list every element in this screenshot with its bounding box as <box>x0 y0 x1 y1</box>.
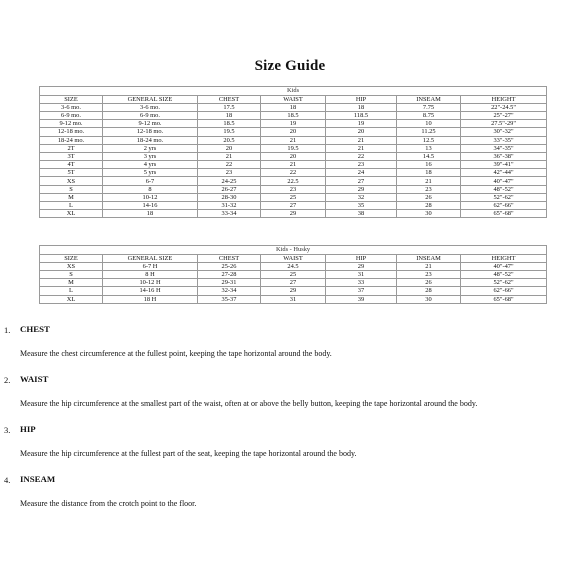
table-cell: 29 <box>261 210 326 218</box>
table-cell: 21 <box>198 152 261 160</box>
table-cell: 48"-52" <box>461 185 547 193</box>
table-cell: 18-24 mo. <box>40 136 103 144</box>
table-cell: 28 <box>397 202 461 210</box>
table-cell: 31-32 <box>198 202 261 210</box>
table-cell: 52"-62" <box>461 193 547 201</box>
table-caption-row <box>40 87 547 96</box>
table-cell: 27 <box>261 202 326 210</box>
table-row <box>40 279 547 287</box>
table-cell: 12.5 <box>397 136 461 144</box>
table-cell: 62"-66" <box>461 202 547 210</box>
table-cell: 39"-41" <box>461 161 547 169</box>
instruction-number: 3. <box>4 425 11 435</box>
table-cell: 18 <box>397 169 461 177</box>
table-cell: 2 yrs <box>103 144 198 152</box>
kids-size-table <box>39 86 547 218</box>
table-cell: 23 <box>198 169 261 177</box>
table-cell: 14-16 H <box>103 287 198 295</box>
table-cell: S <box>40 270 103 278</box>
table-cell: 3-6 mo. <box>103 103 198 111</box>
table-row <box>40 193 547 201</box>
table-row <box>40 169 547 177</box>
table-cell: L <box>40 287 103 295</box>
table-cell: 26-27 <box>198 185 261 193</box>
table-cell: 19 <box>326 120 397 128</box>
table-cell: 27.5"-29" <box>461 120 547 128</box>
table-cell: 32 <box>326 193 397 201</box>
table-row <box>40 185 547 193</box>
table-cell: XL <box>40 210 103 218</box>
table-cell: 40"-47" <box>461 262 547 270</box>
table-row <box>40 295 547 303</box>
table-cell: 22"-24.5" <box>461 103 547 111</box>
table-cell: 42"-44" <box>461 169 547 177</box>
instruction-text: Measure the distance from the crotch point to the floor. <box>20 499 197 508</box>
column-header: CHEST <box>198 95 261 103</box>
table-cell: XL <box>40 295 103 303</box>
table-cell: 27 <box>326 177 397 185</box>
table-cell: 9-12 mo. <box>103 120 198 128</box>
table-cell: 30 <box>397 295 461 303</box>
table-row <box>40 136 547 144</box>
table-cell: 31 <box>326 270 397 278</box>
table-cell: 30 <box>397 210 461 218</box>
table-cell: 3-6 mo. <box>40 103 103 111</box>
column-header: SIZE <box>40 95 103 103</box>
table-row <box>40 120 547 128</box>
table-caption: Kids - Husky <box>40 246 547 255</box>
table-cell: 29-31 <box>198 279 261 287</box>
table-cell: 10 <box>397 120 461 128</box>
table-cell: 35 <box>326 202 397 210</box>
table-cell: XS <box>40 262 103 270</box>
table-cell: 25-26 <box>198 262 261 270</box>
table-cell: 12-18 mo. <box>103 128 198 136</box>
table-row <box>40 177 547 185</box>
table-cell: 33"-35" <box>461 136 547 144</box>
table-cell: 23 <box>326 161 397 169</box>
table-cell: 19.5 <box>198 128 261 136</box>
table-cell: 6-9 mo. <box>103 111 198 119</box>
table-cell: 37 <box>326 287 397 295</box>
table-cell: 29 <box>261 287 326 295</box>
table-cell: 33 <box>326 279 397 287</box>
table-cell: 16 <box>397 161 461 169</box>
table-cell: 38 <box>326 210 397 218</box>
table-cell: 18 H <box>103 295 198 303</box>
table-cell: 18 <box>326 103 397 111</box>
table-cell: 23 <box>397 270 461 278</box>
table-cell: XS <box>40 177 103 185</box>
table-cell: 6-7 <box>103 177 198 185</box>
instruction-text: Measure the chest circumference at the fullest point, keeping the tape horizontal around the body. <box>20 349 332 358</box>
table-caption-row <box>40 246 547 255</box>
table-cell: 2T <box>40 144 103 152</box>
table-cell: 11.25 <box>397 128 461 136</box>
table-row <box>40 262 547 270</box>
table-row <box>40 287 547 295</box>
table-cell: 48"-52" <box>461 270 547 278</box>
table-cell: 25 <box>261 193 326 201</box>
table-row <box>40 128 547 136</box>
table-row <box>40 144 547 152</box>
table-cell: 22 <box>198 161 261 169</box>
table-cell: 20 <box>198 144 261 152</box>
table-cell: 22 <box>326 152 397 160</box>
table-cell: 19 <box>261 120 326 128</box>
instruction-number: 2. <box>4 375 11 385</box>
table-cell: 24.5 <box>261 262 326 270</box>
table-cell: 14.5 <box>397 152 461 160</box>
table-cell: 24-25 <box>198 177 261 185</box>
table-cell: 40"-47" <box>461 177 547 185</box>
table-cell: 65"-68" <box>461 210 547 218</box>
table-cell: 20 <box>261 152 326 160</box>
table-cell: 18.5 <box>261 111 326 119</box>
table-cell: 19.5 <box>261 144 326 152</box>
column-header: HEIGHT <box>461 254 547 262</box>
column-header: GENERAL SIZE <box>103 254 198 262</box>
table-row <box>40 161 547 169</box>
table-cell: 8.75 <box>397 111 461 119</box>
husky-size-table <box>39 245 547 304</box>
table-cell: 28-30 <box>198 193 261 201</box>
table-cell: 4 yrs <box>103 161 198 169</box>
table-cell: 62"-66" <box>461 287 547 295</box>
table-cell: 65"-68" <box>461 295 547 303</box>
table-cell: 52"-62" <box>461 279 547 287</box>
table-header-row <box>40 254 547 262</box>
table-cell: L <box>40 202 103 210</box>
column-header: HIP <box>326 254 397 262</box>
column-header: CHEST <box>198 254 261 262</box>
page-title: Size Guide <box>254 58 326 74</box>
table-cell: 22.5 <box>261 177 326 185</box>
table-cell: 13 <box>397 144 461 152</box>
table-cell: 26 <box>397 193 461 201</box>
table-cell: 3T <box>40 152 103 160</box>
table-cell: 34"-35" <box>461 144 547 152</box>
table-row <box>40 270 547 278</box>
column-header: GENERAL SIZE <box>103 95 198 103</box>
table-cell: 31 <box>261 295 326 303</box>
table-cell: 20 <box>261 128 326 136</box>
table-row <box>40 111 547 119</box>
column-header: WAIST <box>261 95 326 103</box>
table-cell: 18 <box>103 210 198 218</box>
table-cell: 18 <box>261 103 326 111</box>
table-cell: 17.5 <box>198 103 261 111</box>
instruction-heading: HIP <box>20 424 36 434</box>
table-cell: 28 <box>397 287 461 295</box>
table-cell: 22 <box>261 169 326 177</box>
table-cell: 4T <box>40 161 103 169</box>
instruction-heading: CHEST <box>20 324 50 334</box>
table-cell: 29 <box>326 185 397 193</box>
table-cell: 8 <box>103 185 198 193</box>
table-cell: 14-16 <box>103 202 198 210</box>
table-cell: 21 <box>261 161 326 169</box>
table-cell: 23 <box>397 185 461 193</box>
table-cell: 39 <box>326 295 397 303</box>
table-cell: 7.75 <box>397 103 461 111</box>
table-cell: M <box>40 279 103 287</box>
column-header: SIZE <box>40 254 103 262</box>
table-cell: 21 <box>397 177 461 185</box>
table-cell: 33-34 <box>198 210 261 218</box>
column-header: INSEAM <box>397 254 461 262</box>
column-header: HIP <box>326 95 397 103</box>
table-cell: 21 <box>326 144 397 152</box>
table-cell: S <box>40 185 103 193</box>
table-cell: 6-7 H <box>103 262 198 270</box>
instruction-text: Measure the hip circumference at the fullest part of the seat, keeping the tape horizontal around the body. <box>20 449 357 458</box>
table-cell: 5 yrs <box>103 169 198 177</box>
table-cell: 20 <box>326 128 397 136</box>
instruction-number: 1. <box>4 325 11 335</box>
table-header-row <box>40 95 547 103</box>
table-cell: 25"-27" <box>461 111 547 119</box>
table-cell: 20.5 <box>198 136 261 144</box>
table-cell: 21 <box>261 136 326 144</box>
table-cell: 36"-38" <box>461 152 547 160</box>
table-cell: 118.5 <box>326 111 397 119</box>
instruction-text: Measure the hip circumference at the smallest part of the waist, often at or above the belly button, keeping the tape horizontal around the body. <box>20 399 478 408</box>
table-cell: 21 <box>326 136 397 144</box>
table-cell: 8 H <box>103 270 198 278</box>
table-cell: 3 yrs <box>103 152 198 160</box>
table-cell: 18-24 mo. <box>103 136 198 144</box>
table-cell: 24 <box>326 169 397 177</box>
table-cell: 12-18 mo. <box>40 128 103 136</box>
table-cell: 32-34 <box>198 287 261 295</box>
table-cell: 27-28 <box>198 270 261 278</box>
table-cell: 30"-32" <box>461 128 547 136</box>
table-cell: 25 <box>261 270 326 278</box>
table-cell: M <box>40 193 103 201</box>
table-cell: 5T <box>40 169 103 177</box>
column-header: HEIGHT <box>461 95 547 103</box>
column-header: INSEAM <box>397 95 461 103</box>
column-header: WAIST <box>261 254 326 262</box>
table-cell: 26 <box>397 279 461 287</box>
table-row <box>40 202 547 210</box>
table-cell: 9-12 mo. <box>40 120 103 128</box>
table-cell: 29 <box>326 262 397 270</box>
table-caption: Kids <box>40 87 547 96</box>
table-cell: 21 <box>397 262 461 270</box>
instruction-number: 4. <box>4 475 11 485</box>
table-cell: 10-12 <box>103 193 198 201</box>
table-cell: 10-12 H <box>103 279 198 287</box>
table-cell: 27 <box>261 279 326 287</box>
table-cell: 35-37 <box>198 295 261 303</box>
instruction-heading: INSEAM <box>20 474 56 484</box>
table-row <box>40 103 547 111</box>
table-cell: 18.5 <box>198 120 261 128</box>
table-cell: 6-9 mo. <box>40 111 103 119</box>
table-row <box>40 210 547 218</box>
table-row <box>40 152 547 160</box>
table-cell: 23 <box>261 185 326 193</box>
instruction-heading: WAIST <box>20 374 49 384</box>
table-cell: 18 <box>198 111 261 119</box>
